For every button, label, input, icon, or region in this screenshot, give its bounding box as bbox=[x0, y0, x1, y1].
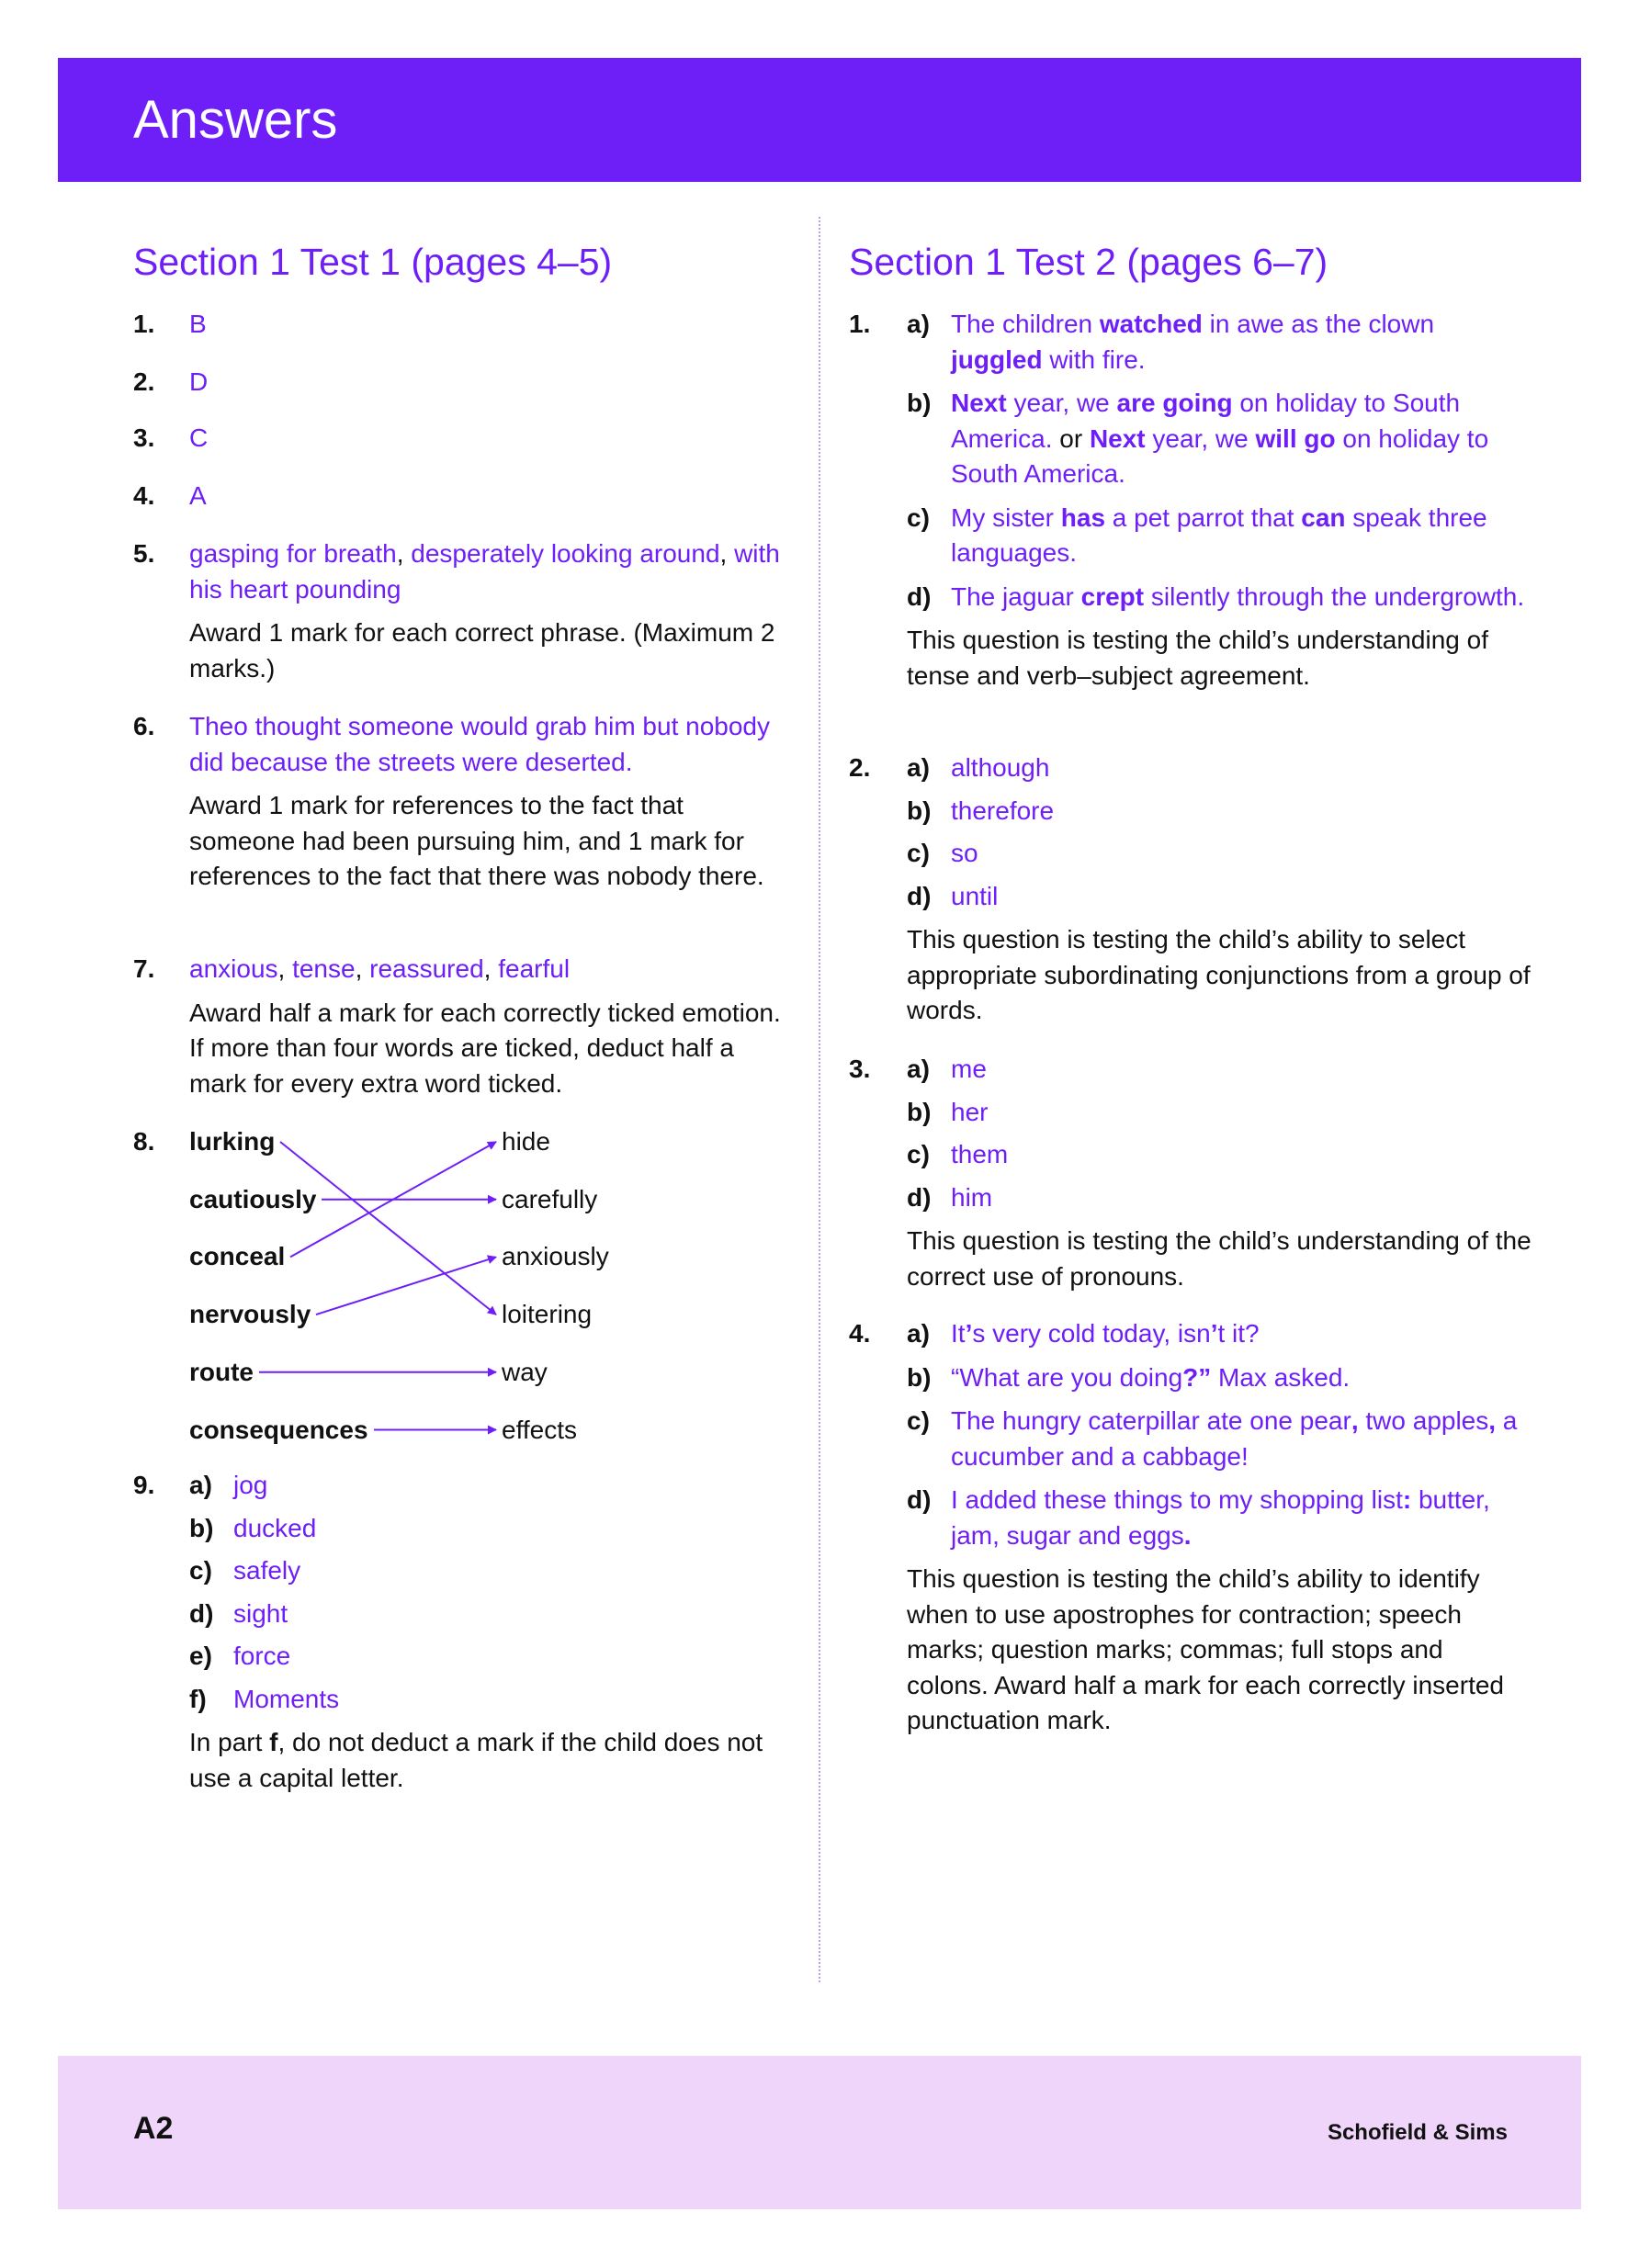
text-run: juggled bbox=[951, 344, 1043, 374]
answer-part bbox=[907, 386, 1532, 492]
answer-text bbox=[189, 307, 786, 343]
text-run: Award half a mark for each correctly ticked emotion. If more than four words are ticked, deduct half a mark for every extra word ticked. bbox=[189, 998, 781, 1098]
question-5 bbox=[133, 536, 786, 686]
text-run: In part bbox=[189, 1728, 270, 1756]
text-run: This question is testing the child’s understanding of tense and verb–subject agreement. bbox=[907, 626, 1488, 690]
question-2 bbox=[849, 750, 1532, 1029]
answer-text bbox=[189, 536, 786, 607]
question-number: 8. bbox=[133, 1127, 155, 1156]
question-6 bbox=[133, 709, 786, 895]
answer-text bbox=[951, 1180, 1532, 1216]
answer-parts bbox=[907, 1316, 1532, 1553]
text-run: a pet parrot that bbox=[1105, 502, 1302, 532]
question-number: 4. bbox=[133, 481, 155, 510]
answer-part bbox=[189, 1682, 786, 1718]
text-run: Next bbox=[1089, 423, 1146, 453]
text-run: watched bbox=[1099, 310, 1203, 338]
text-run: A bbox=[189, 481, 207, 510]
question-body bbox=[907, 1052, 1532, 1294]
text-run: reassured bbox=[369, 954, 484, 983]
match-right-word: loitering bbox=[502, 1300, 593, 1329]
text-run: gasping for breath bbox=[189, 539, 397, 568]
question-body bbox=[189, 421, 786, 457]
match-left-word: consequences bbox=[189, 1415, 368, 1444]
text-run: . bbox=[1183, 1520, 1192, 1550]
question-4 bbox=[849, 1316, 1532, 1739]
page-header bbox=[58, 58, 1581, 182]
text-run: B bbox=[189, 310, 207, 338]
match-left-word: conceal bbox=[189, 1242, 286, 1271]
answer-parts bbox=[907, 307, 1532, 615]
part-letter: d) bbox=[907, 881, 932, 910]
text-run: anxious bbox=[189, 954, 278, 983]
part-letter: a) bbox=[907, 753, 930, 782]
text-run: desperately looking around bbox=[411, 539, 720, 568]
answer-part bbox=[907, 1483, 1532, 1553]
part-letter: c) bbox=[907, 1406, 930, 1435]
question-body bbox=[189, 365, 786, 401]
answer-part bbox=[907, 1360, 1532, 1396]
answer-text bbox=[951, 386, 1532, 492]
text-run: ’ bbox=[965, 1319, 973, 1348]
match-left-word: route bbox=[189, 1357, 254, 1386]
part-letter: d) bbox=[189, 1598, 214, 1628]
text-run: D bbox=[189, 367, 209, 396]
question-number: 3. bbox=[849, 1055, 871, 1083]
text-run: C bbox=[189, 423, 209, 452]
marking-note bbox=[907, 922, 1532, 1029]
part-letter: d) bbox=[907, 581, 932, 611]
marking-note bbox=[189, 996, 786, 1102]
text-run: This question is testing the child’s ability to select appropriate subordinating conjunctions from a group of words. bbox=[907, 925, 1531, 1024]
text-run: until bbox=[951, 881, 999, 910]
answer-text bbox=[951, 307, 1532, 378]
text-run: , bbox=[719, 539, 728, 568]
answer-text bbox=[951, 836, 1532, 872]
text-run: , do not deduct a mark if the child does not use a capital letter. bbox=[189, 1728, 763, 1792]
answer-text bbox=[951, 750, 1532, 786]
text-run: f bbox=[269, 1728, 278, 1756]
text-run: Next bbox=[951, 389, 1007, 417]
text-run: butter, jam, sugar and eggs bbox=[951, 1485, 1490, 1550]
answer-text bbox=[189, 421, 786, 457]
text-run: on holiday to South America. bbox=[951, 423, 1489, 488]
part-letter: a) bbox=[189, 1471, 212, 1499]
text-run: I added these things to my shopping list bbox=[951, 1485, 1403, 1514]
marking-note bbox=[189, 615, 786, 686]
text-run: Max asked. bbox=[1211, 1362, 1351, 1392]
page-footer bbox=[58, 2056, 1581, 2209]
answer-text bbox=[951, 1316, 1532, 1352]
text-run: in awe as the clown bbox=[1202, 310, 1435, 338]
text-run: ?” bbox=[1182, 1362, 1212, 1392]
part-letter: b) bbox=[907, 1362, 932, 1392]
section-title-test-2: Section 1 Test 2 (pages 6–7) bbox=[849, 241, 1328, 283]
marking-note bbox=[907, 623, 1532, 694]
text-run: Award 1 mark for references to the fact that someone had been pursuing him, and 1 mark for references to the fact that there was nobody there. bbox=[189, 791, 764, 890]
text-run: This question is testing the child’s ability to identify when to use apostrophes for contraction; speech marks; question marks; commas; full stops and colons. Award half a mark for each correctly inserted punctuation mark. bbox=[907, 1564, 1505, 1734]
text-run: has bbox=[1060, 502, 1106, 532]
question-3 bbox=[133, 421, 786, 457]
part-letter: c) bbox=[907, 502, 930, 532]
question-number: 4. bbox=[849, 1319, 871, 1348]
marking-note bbox=[907, 1224, 1532, 1294]
text-run: him bbox=[951, 1182, 993, 1212]
answer-text bbox=[189, 479, 786, 514]
match-right-word: anxiously bbox=[502, 1242, 609, 1271]
part-letter: b) bbox=[907, 1097, 932, 1126]
text-run: Moments bbox=[233, 1684, 340, 1713]
text-run: jog bbox=[233, 1471, 268, 1499]
answer-text bbox=[951, 794, 1532, 829]
text-run: Theo thought someone would grab him but nobody did because the streets were deserted. bbox=[189, 712, 770, 776]
text-run: a cucumber and a cabbage! bbox=[951, 1406, 1518, 1471]
question-1 bbox=[849, 307, 1532, 694]
answer-part bbox=[907, 836, 1532, 872]
match-right-word: effects bbox=[502, 1415, 577, 1444]
answer-text bbox=[951, 1052, 1532, 1088]
text-run: them bbox=[951, 1140, 1009, 1168]
question-7 bbox=[133, 952, 786, 1101]
marking-note bbox=[907, 1562, 1532, 1739]
text-run: are going bbox=[1116, 389, 1233, 417]
answer-parts bbox=[907, 1052, 1532, 1215]
text-run: The hungry caterpillar ate one pear bbox=[951, 1406, 1351, 1435]
answer-text bbox=[189, 365, 786, 401]
match-right-word: carefully bbox=[502, 1184, 598, 1213]
question-9 bbox=[133, 1468, 786, 1796]
matching-diagram bbox=[189, 1124, 786, 1444]
part-letter: a) bbox=[907, 1055, 930, 1083]
question-8 bbox=[133, 1124, 786, 1444]
answer-text bbox=[189, 952, 786, 987]
text-run: so bbox=[951, 839, 978, 867]
page-title: Answers bbox=[133, 90, 338, 150]
match-left-word: cautiously bbox=[189, 1184, 317, 1213]
answer-part bbox=[189, 1597, 786, 1632]
question-2 bbox=[133, 365, 786, 401]
answer-part bbox=[907, 1180, 1532, 1216]
answer-text bbox=[951, 1483, 1532, 1553]
part-letter: d) bbox=[907, 1182, 932, 1212]
question-number: 1. bbox=[849, 310, 871, 338]
publisher-name: Schofield & Sims bbox=[1327, 2120, 1508, 2145]
question-number: 5. bbox=[133, 539, 155, 568]
marking-note bbox=[189, 1725, 786, 1796]
matching-lines bbox=[189, 1124, 786, 1427]
answer-parts bbox=[907, 750, 1532, 914]
answer-text bbox=[951, 501, 1532, 571]
answer-text bbox=[951, 1404, 1532, 1474]
question-number: 2. bbox=[849, 753, 871, 782]
answer-part bbox=[907, 580, 1532, 615]
answer-part bbox=[907, 1316, 1532, 1352]
part-letter: c) bbox=[907, 839, 930, 867]
text-run: My sister bbox=[951, 502, 1061, 532]
section-title-test-1: Section 1 Test 1 (pages 4–5) bbox=[133, 241, 613, 283]
match-right-word: way bbox=[502, 1357, 548, 1386]
text-run: , bbox=[396, 539, 412, 568]
part-letter: b) bbox=[907, 795, 932, 825]
text-run: , bbox=[1351, 1406, 1359, 1435]
text-run: although bbox=[951, 753, 1050, 782]
marking-note bbox=[189, 788, 786, 895]
text-run: , bbox=[277, 954, 293, 983]
question-body bbox=[189, 536, 786, 686]
question-number: 3. bbox=[133, 423, 155, 452]
text-run: : bbox=[1402, 1485, 1412, 1514]
answer-text bbox=[233, 1639, 786, 1675]
answer-part bbox=[907, 750, 1532, 786]
answer-text bbox=[233, 1468, 786, 1504]
text-run: , bbox=[1488, 1406, 1497, 1435]
answer-part bbox=[907, 307, 1532, 378]
text-run: sight bbox=[233, 1598, 288, 1628]
text-run: Award 1 mark for each correct phrase. (Maximum 2 marks.) bbox=[189, 618, 775, 683]
answer-text bbox=[233, 1553, 786, 1589]
answer-text bbox=[951, 879, 1532, 915]
answer-text bbox=[951, 1360, 1532, 1396]
text-run: safely bbox=[233, 1556, 301, 1585]
part-letter: a) bbox=[907, 1319, 930, 1348]
question-body bbox=[907, 750, 1532, 1029]
text-run: fearful bbox=[498, 954, 571, 983]
text-run: This question is testing the child’s understanding of the correct use of pronouns. bbox=[907, 1226, 1532, 1291]
part-letter: c) bbox=[189, 1556, 212, 1585]
answer-part bbox=[189, 1553, 786, 1589]
text-run: two apples bbox=[1358, 1406, 1489, 1435]
answer-part bbox=[189, 1639, 786, 1675]
question-3 bbox=[849, 1052, 1532, 1294]
answer-text bbox=[189, 709, 786, 780]
answer-text bbox=[233, 1511, 786, 1547]
text-run: therefore bbox=[951, 795, 1055, 825]
answer-text bbox=[951, 580, 1532, 615]
question-number: 6. bbox=[133, 712, 155, 740]
answer-parts bbox=[189, 1468, 786, 1717]
question-body bbox=[189, 952, 786, 1101]
question-body bbox=[189, 709, 786, 895]
text-run: tense bbox=[292, 954, 356, 983]
match-left-word: lurking bbox=[189, 1127, 276, 1156]
text-run: It bbox=[951, 1319, 966, 1348]
column-divider bbox=[819, 217, 820, 1982]
page-number: A2 bbox=[133, 2111, 174, 2146]
answer-text bbox=[951, 1095, 1532, 1131]
text-run: with fire. bbox=[1042, 344, 1146, 374]
question-number: 7. bbox=[133, 954, 155, 983]
match-arrow bbox=[316, 1257, 496, 1315]
text-run: speak three languages. bbox=[951, 502, 1487, 567]
part-letter: e) bbox=[189, 1642, 212, 1670]
match-right-word: hide bbox=[502, 1127, 550, 1156]
text-run: year, we bbox=[1145, 423, 1256, 453]
text-run: ducked bbox=[233, 1513, 317, 1542]
answer-text bbox=[951, 1137, 1532, 1173]
question-1 bbox=[133, 307, 786, 343]
answer-part bbox=[907, 879, 1532, 915]
question-number: 1. bbox=[133, 310, 155, 338]
text-run: t it? bbox=[1217, 1319, 1260, 1348]
question-4 bbox=[133, 479, 786, 514]
text-run: or bbox=[1052, 423, 1090, 453]
text-run: with his heart pounding bbox=[189, 539, 780, 604]
question-number: 2. bbox=[133, 367, 155, 396]
question-number: 9. bbox=[133, 1471, 155, 1499]
match-left-word: nervously bbox=[189, 1300, 311, 1329]
text-run: The children bbox=[951, 310, 1100, 338]
answer-part bbox=[907, 501, 1532, 571]
text-run: force bbox=[233, 1642, 291, 1670]
text-run: s very cold today, isn bbox=[972, 1319, 1211, 1348]
answer-part bbox=[907, 1052, 1532, 1088]
answer-part bbox=[907, 1137, 1532, 1173]
text-run: The jaguar bbox=[951, 581, 1081, 611]
answer-text bbox=[233, 1597, 786, 1632]
answer-part bbox=[189, 1511, 786, 1547]
text-run: , bbox=[355, 954, 370, 983]
text-run: her bbox=[951, 1097, 989, 1126]
part-letter: b) bbox=[189, 1513, 214, 1542]
part-letter: f) bbox=[189, 1684, 207, 1713]
question-body bbox=[189, 307, 786, 343]
part-letter: a) bbox=[907, 310, 930, 338]
match-arrow bbox=[280, 1142, 496, 1315]
answer-text bbox=[233, 1682, 786, 1718]
text-run: me bbox=[951, 1055, 987, 1083]
text-run: “What are you doing bbox=[951, 1362, 1183, 1392]
part-letter: b) bbox=[907, 389, 932, 417]
question-body bbox=[189, 479, 786, 514]
text-run: can bbox=[1301, 502, 1346, 532]
part-letter: c) bbox=[907, 1140, 930, 1168]
text-run: crept bbox=[1080, 581, 1145, 611]
text-run: , bbox=[483, 954, 499, 983]
text-run: year, we bbox=[1006, 389, 1117, 417]
question-body bbox=[907, 1316, 1532, 1739]
answer-part bbox=[189, 1468, 786, 1504]
part-letter: d) bbox=[907, 1485, 932, 1514]
answer-part bbox=[907, 1404, 1532, 1474]
answer-part bbox=[907, 794, 1532, 829]
text-run: silently through the undergrowth. bbox=[1144, 581, 1525, 611]
question-body bbox=[907, 307, 1532, 694]
text-run: will go bbox=[1255, 423, 1336, 453]
text-run: ’ bbox=[1210, 1319, 1218, 1348]
text-run: on holiday to South America. bbox=[951, 389, 1461, 453]
answer-part bbox=[907, 1095, 1532, 1131]
